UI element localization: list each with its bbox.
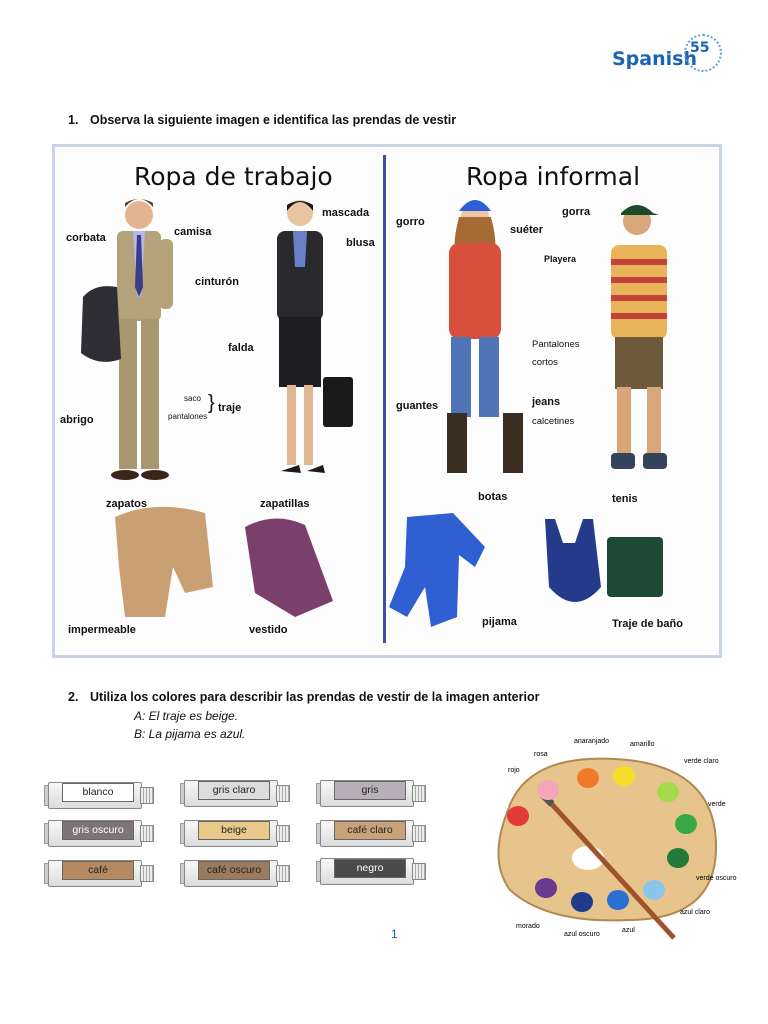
dress-image — [245, 518, 333, 617]
label-corbata: corbata — [66, 232, 106, 244]
paint-blob — [571, 892, 593, 912]
page-number: 1 — [391, 927, 398, 941]
label-camisa: camisa — [174, 226, 212, 238]
label-sueter: suéter — [510, 224, 544, 236]
paint-blob-label: verde oscuro — [696, 875, 737, 882]
paint-blob — [667, 848, 689, 868]
clothing-figures — [55, 147, 713, 649]
paint-blob — [507, 806, 529, 826]
label-impermeable: impermeable — [68, 624, 136, 636]
label-pantalones-cortos: Pantalones cortos — [532, 339, 580, 368]
paint-blob-label: amarillo — [630, 741, 655, 748]
palette-board — [498, 759, 716, 921]
paint-palette — [488, 738, 737, 940]
paint-blob-label: azul claro — [680, 909, 710, 916]
paint-tube — [48, 780, 153, 809]
question-1-text: Observa la siguiente imagen e identifica las prendas de vestir — [90, 113, 457, 127]
logo-number: 55 — [690, 40, 710, 56]
swim-trunks-image — [607, 537, 663, 597]
example-b: B: La pijama es azul. — [134, 727, 246, 741]
logo-text: Spanish — [612, 48, 697, 70]
paint-blob-label: morado — [516, 923, 540, 930]
label-blusa: blusa — [346, 237, 375, 249]
question-2-number: 2. — [68, 690, 79, 704]
man-casual-figure — [611, 205, 667, 469]
paint-tube — [48, 858, 153, 887]
swimsuit-image — [545, 519, 601, 602]
woman-work-figure — [277, 200, 353, 473]
label-vestido: vestido — [249, 624, 288, 636]
paint-tube-label: gris oscuro — [62, 821, 134, 840]
label-playera: Playera — [544, 254, 577, 264]
paint-tube — [320, 856, 425, 885]
paint-tube — [184, 858, 289, 887]
label-calcetines: calcetines — [532, 416, 575, 427]
label-pijama: pijama — [482, 616, 517, 628]
paint-tube — [320, 778, 425, 807]
paint-tube — [320, 818, 425, 847]
spanish55-logo — [612, 40, 710, 70]
example-a: A: El traje es beige. — [134, 709, 239, 723]
label-zapatos: zapatos — [106, 498, 147, 510]
label-traje: traje — [218, 402, 242, 414]
paint-blob — [675, 814, 697, 834]
paint-blob-label: azul oscuro — [564, 931, 600, 938]
paint-blob — [657, 782, 679, 802]
paint-blob — [537, 780, 559, 800]
label-pantalones: pantalones — [168, 412, 208, 421]
label-falda: falda — [228, 342, 254, 354]
label-abrigo: abrigo — [60, 414, 94, 426]
pajamas-image — [389, 513, 485, 627]
trench-coat-image — [115, 507, 213, 617]
paint-tube-label: gris — [334, 781, 406, 800]
panel-title-casual: Ropa informal — [466, 162, 641, 191]
label-mascada: mascada — [322, 207, 370, 219]
label-gorra: gorra — [562, 206, 591, 218]
paint-blob-label: rosa — [534, 751, 548, 758]
paint-tube-label: café — [62, 861, 134, 880]
paint-blob — [643, 880, 665, 900]
paint-tube-label: café claro — [334, 821, 406, 840]
label-tenis: tenis — [612, 493, 638, 505]
label-saco: saco — [184, 394, 201, 403]
paint-tube — [48, 818, 153, 847]
paint-blob-label: azul — [622, 927, 635, 934]
paint-tube — [184, 818, 289, 847]
question-1-number: 1. — [68, 113, 79, 127]
paint-tube-label: gris claro — [198, 781, 270, 800]
paint-blob — [577, 768, 599, 788]
label-cinturon: cinturón — [195, 276, 239, 288]
label-gorro: gorro — [396, 216, 425, 228]
label-guantes: guantes — [396, 400, 439, 412]
paint-blob — [535, 878, 557, 898]
label-zapatillas: zapatillas — [260, 498, 310, 510]
paint-blob-label: verde claro — [684, 758, 719, 765]
paint-blob-label: verde — [708, 801, 726, 808]
brace-icon: } — [208, 392, 215, 414]
paint-blob-label: rojo — [508, 767, 520, 774]
panel-title-work: Ropa de trabajo — [134, 162, 333, 191]
paint-blob — [607, 890, 629, 910]
label-botas: botas — [478, 491, 508, 503]
woman-casual-figure — [447, 200, 523, 473]
paint-tube-label: blanco — [62, 783, 134, 802]
label-traje-bano: Traje de baño — [612, 618, 683, 630]
paint-tube-label: beige — [198, 821, 270, 840]
paint-tube — [184, 778, 289, 807]
label-jeans: jeans — [532, 396, 561, 408]
paint-tube-label: negro — [334, 859, 406, 878]
paint-blob — [613, 766, 635, 786]
paint-tube-label: café oscuro — [198, 861, 270, 880]
paint-blob-label: anaranjado — [574, 738, 610, 745]
question-2-text: Utiliza los colores para describir las prendas de vestir de la imagen anterior — [90, 690, 540, 704]
